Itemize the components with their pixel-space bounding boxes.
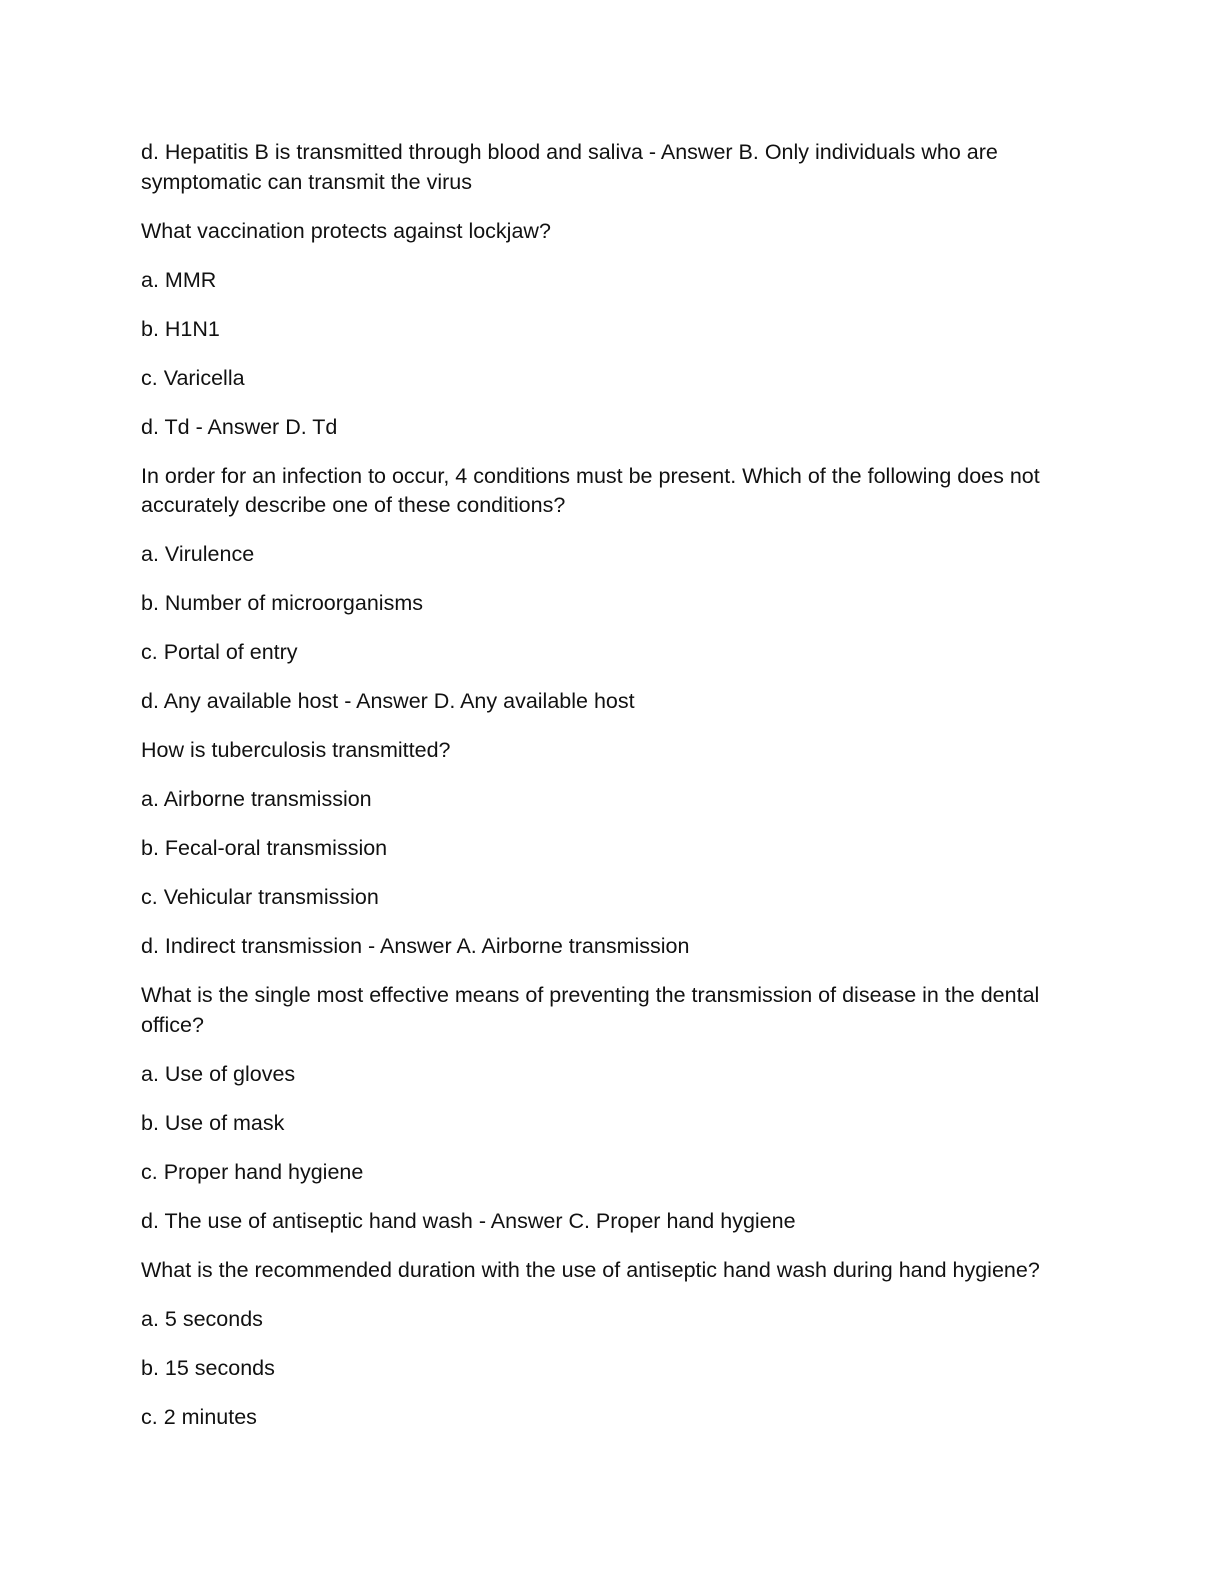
option-d-answer: d. Any available host - Answer D. Any available host xyxy=(141,689,635,713)
option-c: c. 2 minutes xyxy=(141,1404,257,1429)
answer-line: d. Hepatitis B is transmitted through blood and saliva - Answer B. Only individuals who are symptomatic can transmit the virus xyxy=(141,140,998,194)
option-c: c. Proper hand hygiene xyxy=(141,1159,364,1184)
option-b: b. Fecal-oral transmission xyxy=(141,836,388,860)
option-b: b. Use of mask xyxy=(141,1110,285,1135)
question-text: What is the recommended duration with the use of antiseptic hand wash during hand hygiene? xyxy=(141,1257,1040,1282)
option-a: a. 5 seconds xyxy=(141,1306,263,1331)
option-c: c. Varicella xyxy=(141,365,245,390)
question-text: What vaccination protects against lockjaw? xyxy=(141,218,551,243)
option-c: c. Vehicular transmission xyxy=(141,885,379,909)
option-d-answer: d. The use of antiseptic hand wash - Answer C. Proper hand hygiene xyxy=(141,1208,796,1233)
option-b: b. 15 seconds xyxy=(141,1355,275,1380)
option-b: b. Number of microorganisms xyxy=(141,591,423,615)
document-page xyxy=(141,138,1071,1452)
option-a: a. Airborne transmission xyxy=(141,787,372,811)
option-a: a. Virulence xyxy=(141,542,255,566)
option-a: a. Use of gloves xyxy=(141,1061,296,1086)
question-text: How is tuberculosis transmitted? xyxy=(141,738,451,762)
option-b: b. H1N1 xyxy=(141,316,220,341)
option-d-answer: d. Td - Answer D. Td xyxy=(141,414,338,439)
question-text: In order for an infection to occur, 4 conditions must be present. Which of the following does not accurately describe one of these conditions? xyxy=(141,463,1040,517)
question-text: What is the single most effective means of preventing the transmission of disease in the dental office? xyxy=(141,983,1040,1037)
option-c: c. Portal of entry xyxy=(141,640,298,664)
option-d-answer: d. Indirect transmission - Answer A. Airborne transmission xyxy=(141,934,690,958)
option-a: a. MMR xyxy=(141,267,217,292)
